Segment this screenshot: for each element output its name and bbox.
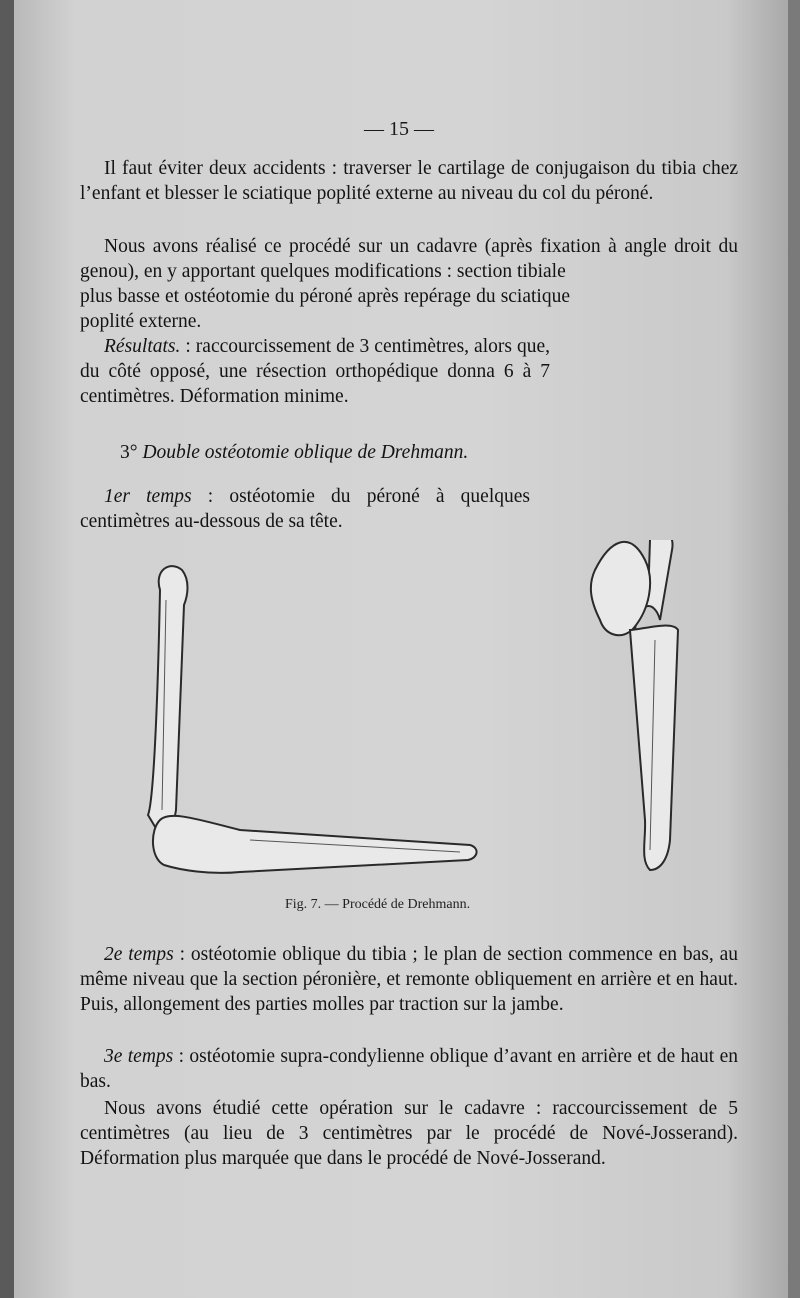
tibia-left [153,816,477,873]
paragraph-troisieme-temps [80,1044,738,1094]
paragraph-cadavre-cont: plus basse et ostéotomie du péroné après repérage du sciatique poplité externe. [80,286,570,332]
paragraph-premier-temps [80,484,530,534]
troisieme-temps-text: : ostéotomie supra-condylienne oblique d’avant en arrière et de haut en bas. [80,1046,738,1092]
paragraph-accidents: Il faut éviter deux accidents : traverser le cartilage de conjugaison du tibia chez l’enfant et blesser le sciatique poplité externe au niveau du col du péroné. [80,158,738,204]
femur-left [148,566,188,835]
deuxieme-temps-label: 2e temps [104,944,174,965]
scan-edge-right [788,0,800,1298]
troisieme-temps-label: 3e temps [104,1046,174,1067]
section-title: Double ostéotomie oblique de Drehmann. [142,442,469,463]
page-number: — 15 — [364,118,434,140]
resultats-text: : raccourcissement de 3 centimètres, alors que, du côté opposé, une résection orthopédique donna 6 à 7 centimètres. Déformation minime. [80,336,550,407]
section-number: 3° [120,442,143,463]
deuxieme-temps-text: : ostéotomie oblique du tibia ; le plan de section commence en bas, au même niveau que la section péronière, et remonte obliquement en arrière et en haut. Puis, allongement des parties molles par traction sur la jambe. [80,944,738,1015]
bone-illustration [140,540,700,890]
knee-right [591,542,650,635]
paragraph-etude-cadavre: Nous avons étudié cette opération sur le cadavre : raccourcissement de 5 centimètres (au lieu de 3 centimètres par le procédé de Nové-Josserand). Déformation plus marquée que dans le procédé de Nové-Josserand. [80,1098,738,1169]
paragraph-cadavre: Nous avons réalisé ce procédé sur un cadavre (après fixation à angle droit du genou), en y apportant quelques modifications : section tibiale [80,236,738,282]
premier-temps-label: 1er temps [104,486,192,507]
scan-edge-left [0,0,14,1298]
resultats-label: Résultats. [104,336,181,357]
premier-temps-text: : ostéotomie du péroné à quelques centimètres au-dessous de sa tête. [80,486,530,532]
section-heading-drehmann [120,440,540,465]
figure-caption: Fig. 7. — Procédé de Drehmann. [285,897,471,912]
paragraph-deuxieme-temps [80,942,738,1017]
paragraph-resultats [80,334,550,409]
